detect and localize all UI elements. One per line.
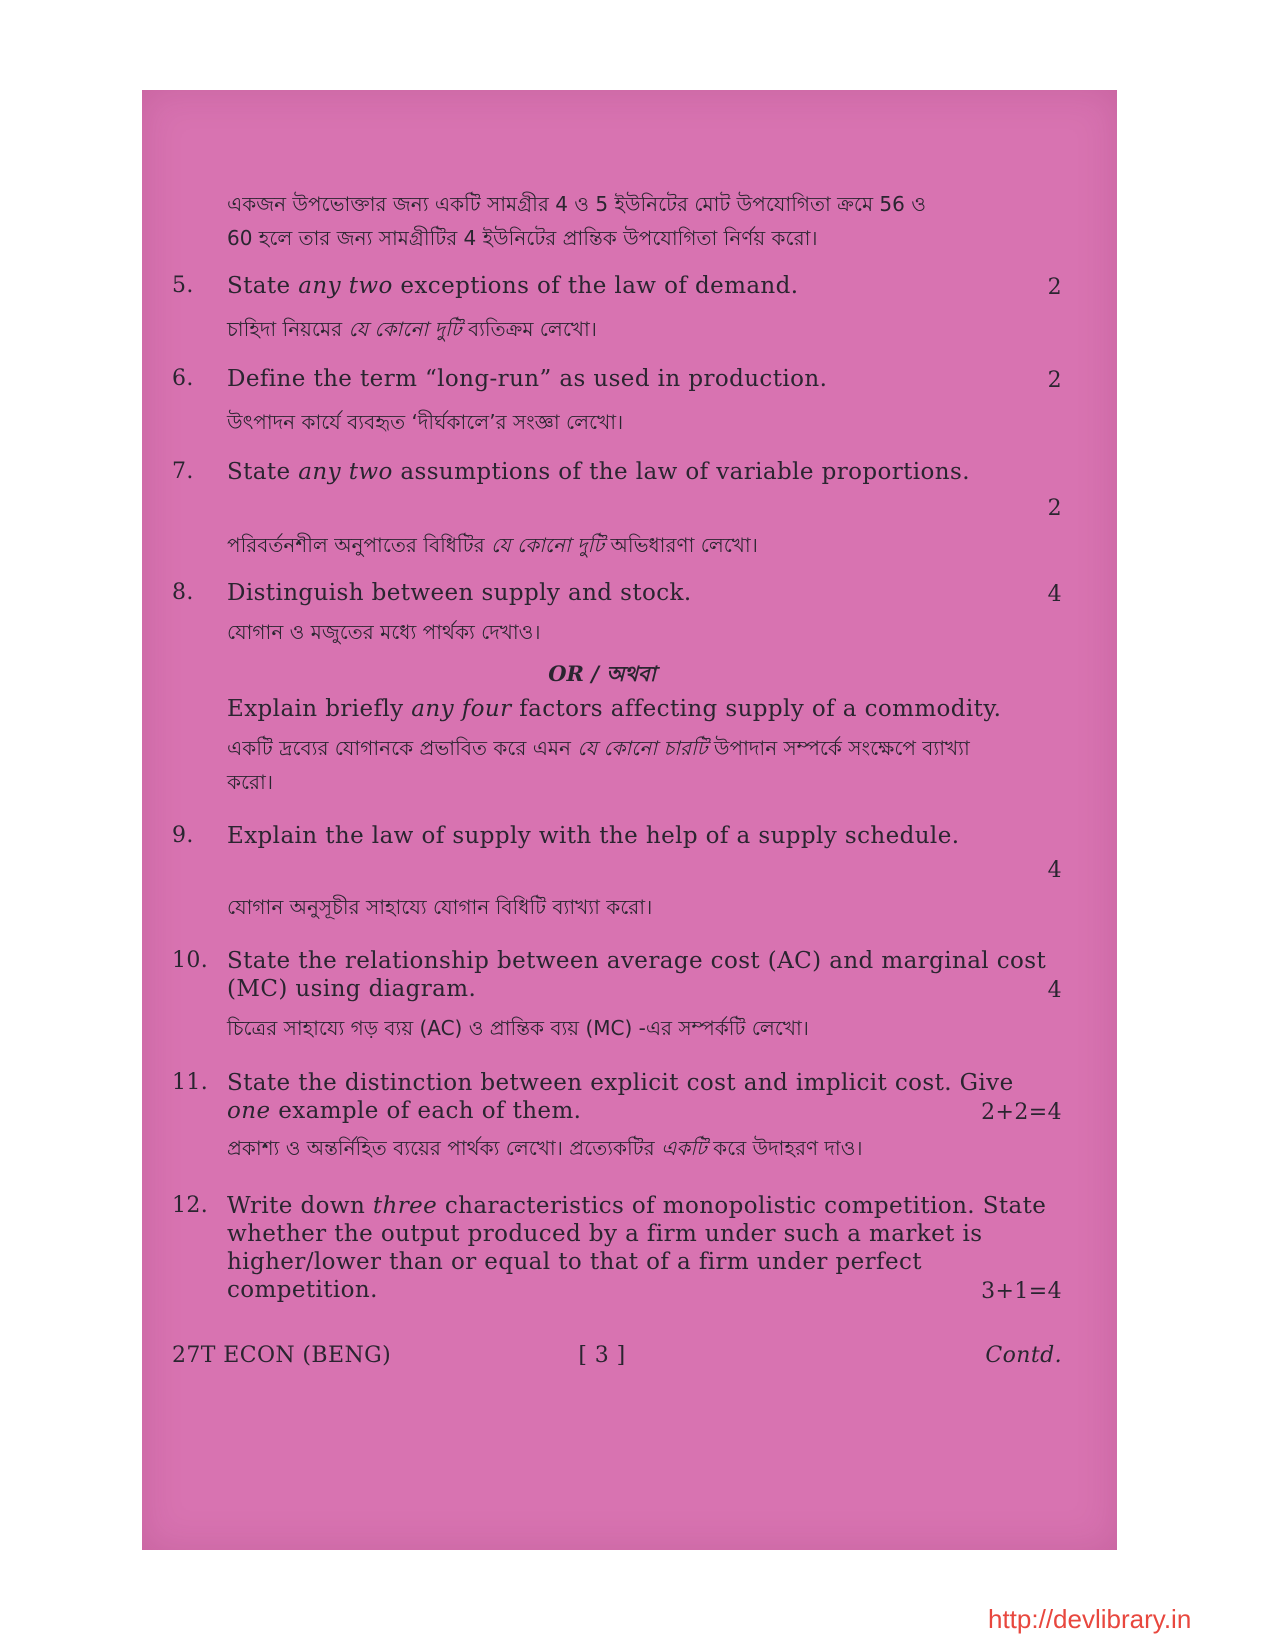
question-text: Define the term “long-run” as used in production. — [227, 366, 828, 392]
question-text: Explain the law of supply with the help of a supply schedule. — [227, 823, 960, 849]
alternative-question-bengali-line-2: করো। — [227, 770, 273, 794]
question-text-line-2: one example of each of them. — [227, 1098, 582, 1124]
question-text-bengali: যোগান ও মজুতের মধ্যে পার্থক্য দেখাও। — [227, 620, 541, 644]
page-number: [ 3 ] — [578, 1343, 626, 1368]
question-text-bengali: চাহিদা নিয়মের যে কোনো দুটি ব্যতিক্রম লেখো। — [227, 317, 597, 341]
paper-code: 27T ECON (BENG) — [172, 1343, 392, 1368]
question-text-bengali: যোগান অনুসূচীর সাহায্যে যোগান বিধিটি ব্যাখ্যা করো। — [227, 895, 653, 919]
question-7 — [142, 459, 1062, 559]
question-number: 10. — [172, 948, 209, 973]
or-separator: OR / অথবা — [548, 661, 656, 686]
question-12 — [142, 1193, 1062, 1323]
marks: 2 — [1047, 275, 1062, 300]
question-number: 8. — [172, 580, 194, 605]
question-10 — [142, 948, 1062, 1048]
question-text-bengali: পরিবর্তনশীল অনুপাতের বিধিটির যে কোনো দুটি অভিধারণা লেখো। — [227, 533, 758, 557]
marks: 4 — [1047, 978, 1062, 1003]
question-text-line-1: State the relationship between average cost (AC) and marginal cost — [227, 948, 1047, 974]
intro-line-1: একজন উপভোক্তার জন্য একটি সামগ্রীর 4 ও 5 ইউনিটের মোট উপযোগিতা ক্রমে 56 ও — [227, 192, 926, 216]
marks: 4 — [1047, 582, 1062, 607]
exam-sheet — [142, 90, 1117, 1550]
question-text-line-1: Write down three characteristics of monopolistic competition. State — [227, 1193, 1047, 1219]
question-text: Distinguish between supply and stock. — [227, 580, 692, 606]
question-number: 5. — [172, 273, 194, 298]
question-number: 12. — [172, 1193, 209, 1218]
marks: 4 — [1047, 858, 1062, 883]
question-11 — [142, 1070, 1062, 1170]
question-text-line-2: whether the output produced by a firm under such a market is — [227, 1221, 983, 1247]
alternative-question-bengali: একটি দ্রব্যের যোগানকে প্রভাবিত করে এমন যে কোনো চারটি উপাদান সম্পর্কে সংক্ষেপে ব্যাখ্যা — [227, 736, 970, 760]
question-text-line-1: State the distinction between explicit cost and implicit cost. Give — [227, 1070, 1014, 1096]
question-text: State any two assumptions of the law of variable proportions. — [227, 459, 970, 485]
marks: 3+1=4 — [981, 1279, 1062, 1304]
question-5 — [142, 273, 1062, 343]
source-url[interactable]: http://devlibrary.in — [988, 1604, 1192, 1634]
question-text-line-3: higher/lower than or equal to that of a firm under perfect — [227, 1249, 922, 1275]
question-6 — [142, 366, 1062, 436]
continued-label: Contd. — [985, 1343, 1062, 1368]
question-text-line-2: (MC) using diagram. — [227, 976, 477, 1002]
question-number: 6. — [172, 366, 194, 391]
marks: 2 — [1047, 496, 1062, 521]
question-text: State any two exceptions of the law of demand. — [227, 273, 799, 299]
question-number: 11. — [172, 1070, 209, 1095]
marks: 2 — [1047, 368, 1062, 393]
question-text-line-4: competition. — [227, 1277, 378, 1303]
question-number: 9. — [172, 823, 194, 848]
question-8 — [142, 580, 1062, 800]
question-9 — [142, 823, 1062, 923]
question-text-bengali: উৎপাদন কার্যে ব্যবহৃত ‘দীর্ঘকালে’র সংজ্ঞা লেখো। — [227, 410, 624, 434]
intro-line-2: 60 হলে তার জন্য সামগ্রীটির 4 ইউনিটের প্রান্তিক উপযোগিতা নির্ণয় করো। — [227, 226, 818, 250]
question-number: 7. — [172, 459, 194, 484]
question-text-bengali: প্রকাশ্য ও অন্তর্নিহিত ব্যয়ের পার্থক্য লেখো। প্রত্যেকটির একটি করে উদাহরণ দাও। — [227, 1136, 863, 1160]
alternative-question-text: Explain briefly any four factors affecting supply of a commodity. — [227, 696, 1002, 722]
marks: 2+2=4 — [981, 1100, 1062, 1125]
question-text-bengali: চিত্রের সাহায্যে গড় ব্যয় (AC) ও প্রান্তিক ব্যয় (MC) -এর সম্পর্কটি লেখো। — [227, 1016, 809, 1040]
